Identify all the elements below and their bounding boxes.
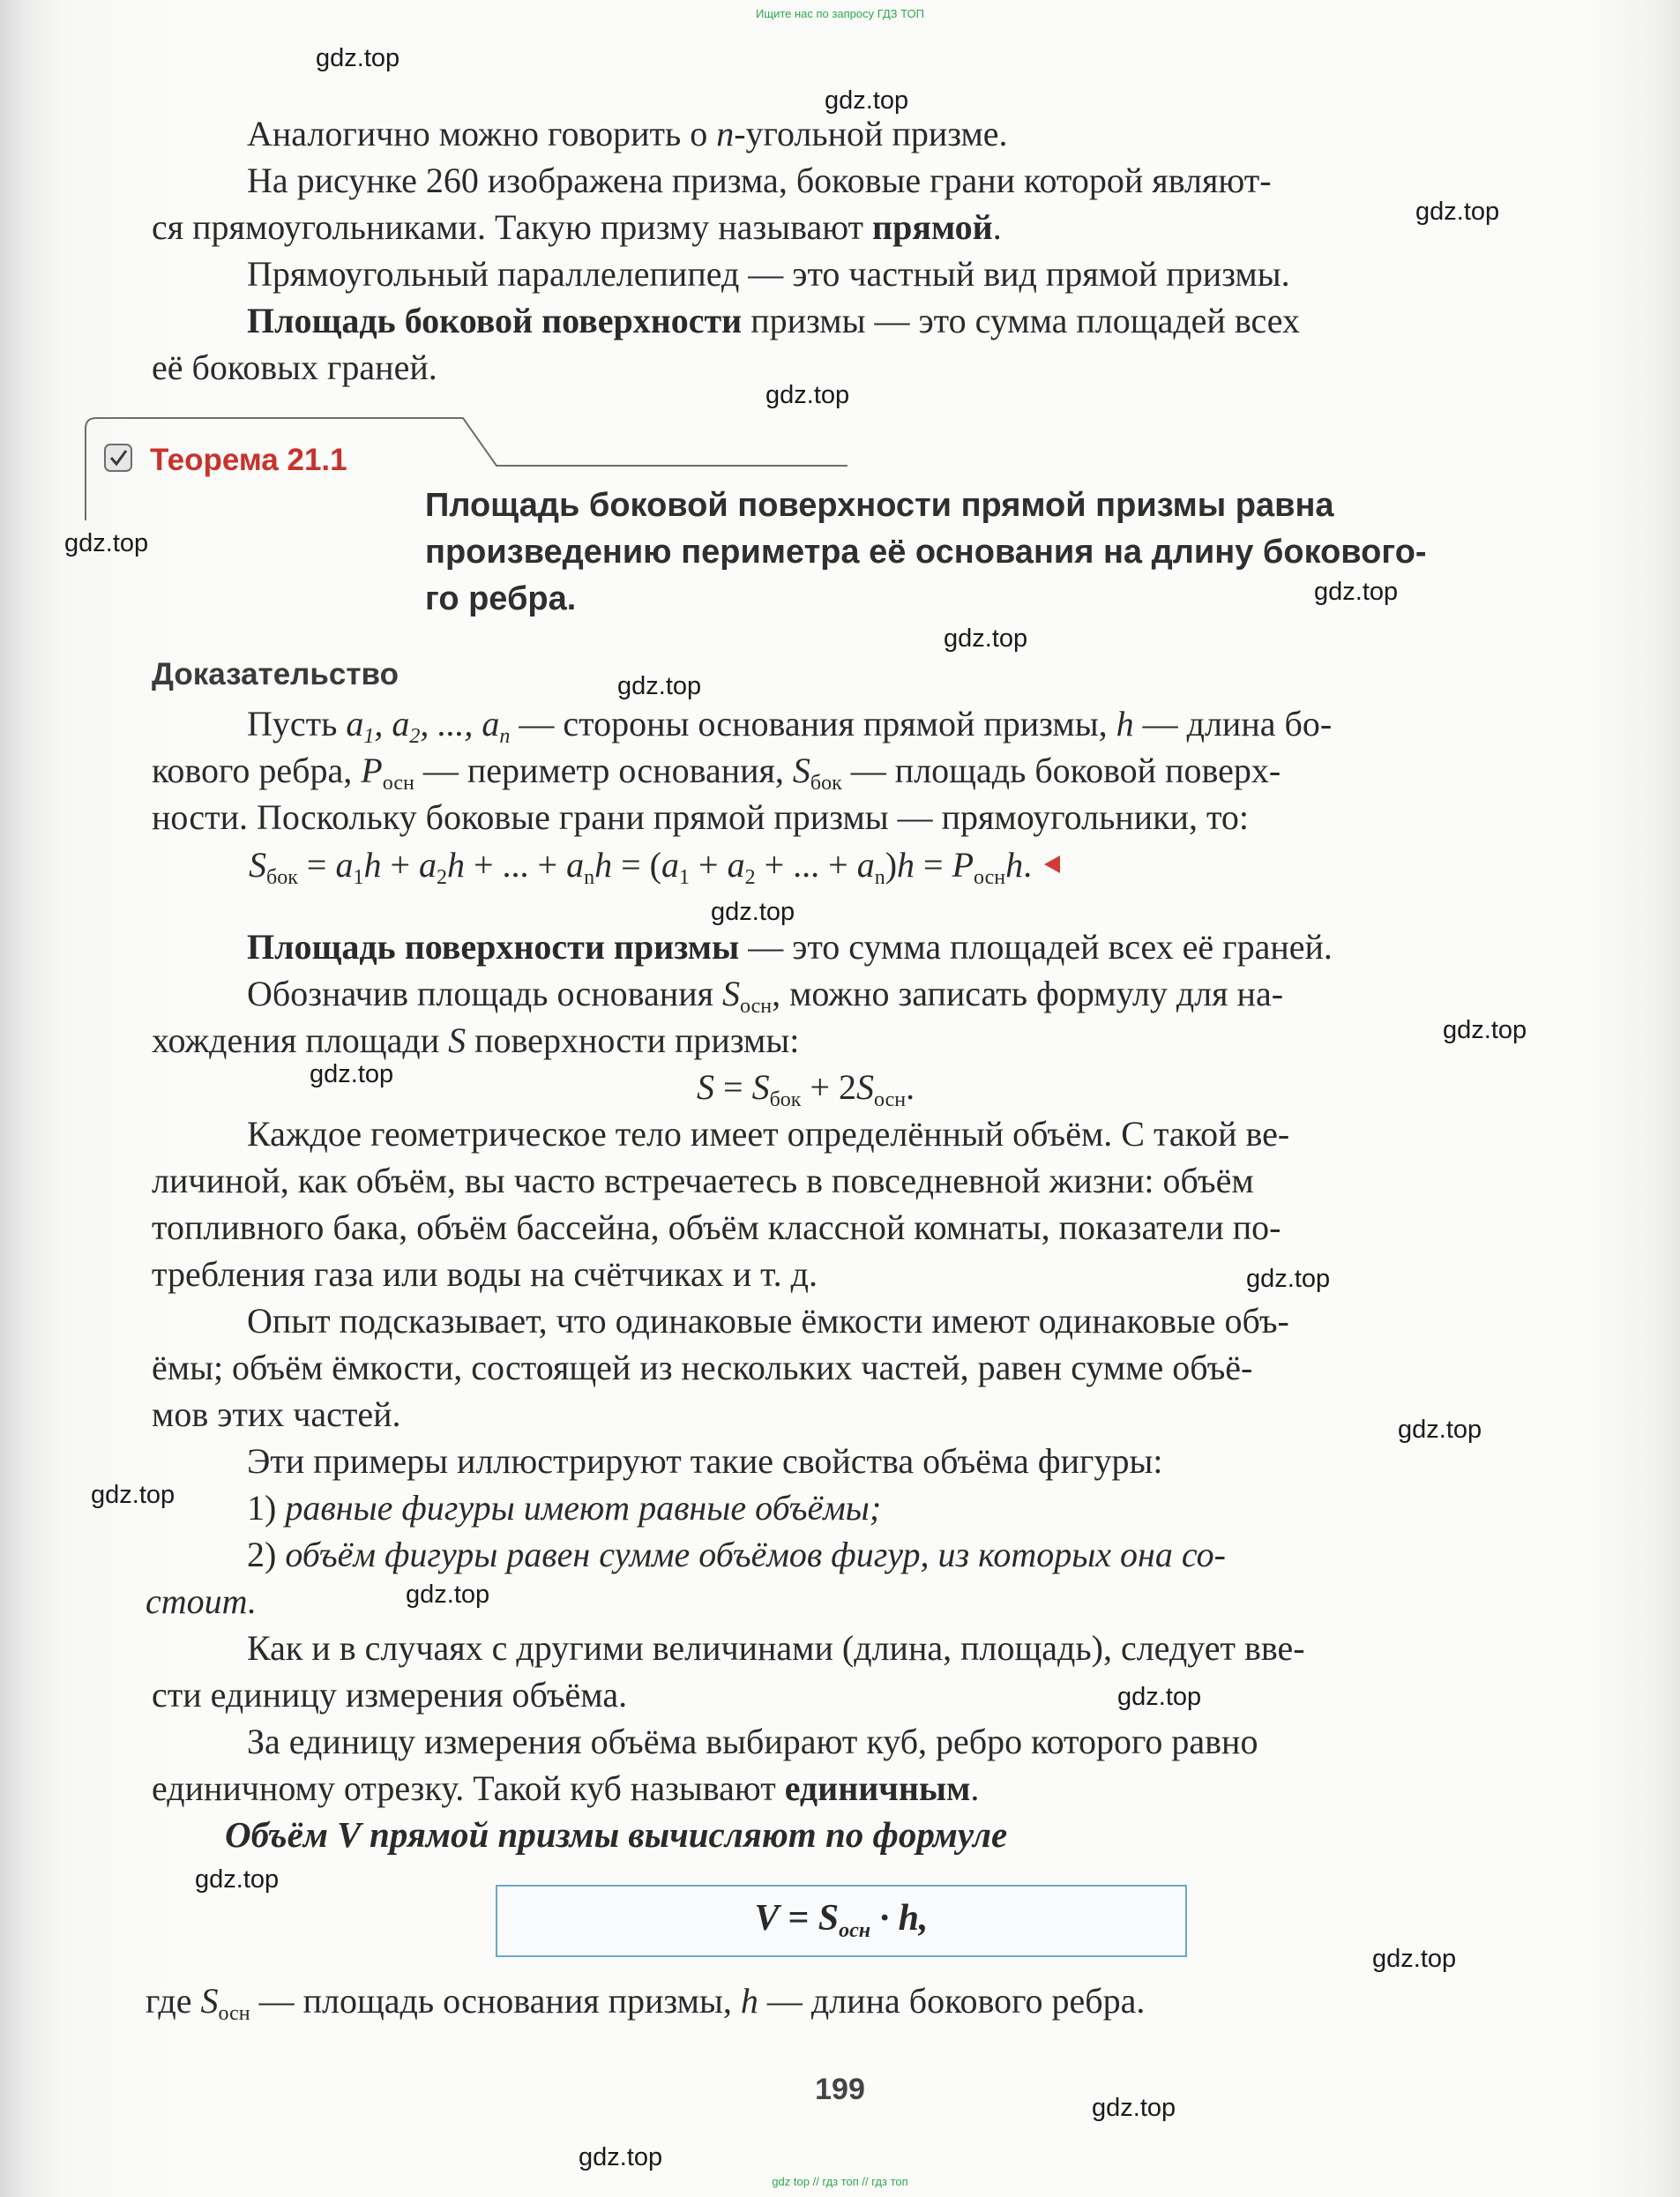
watermark: gdz.top	[195, 1865, 280, 1894]
watermark: gdz.top	[1117, 1683, 1202, 1711]
watermark: gdz.top	[316, 44, 400, 72]
surface-line-1: Площадь поверхности призмы — это сумма площадей всех её граней.	[247, 927, 1333, 967]
watermark: gdz.top	[64, 529, 149, 557]
watermark: gdz.top	[1372, 1945, 1457, 1973]
proof-heading: Доказательство	[152, 657, 399, 691]
watermark: gdz.top	[944, 624, 1028, 653]
volume-rule: Объём V прямой призмы вычисляют по формуле	[225, 1814, 1008, 1855]
watermark: gdz.top	[1246, 1265, 1331, 1293]
surface-line-3: хождения площади S поверхности призмы:	[152, 1020, 800, 1060]
theorem-line-3: го ребра.	[425, 580, 577, 617]
intro-line-5: Площадь боковой поверхности призмы — это сумма площадей всех	[247, 301, 1300, 340]
theorem-line-2: произведению периметра её основания на длину бокового-	[425, 534, 1427, 571]
intro-line-3: ся прямоугольниками. Такую призму называют прямой.	[152, 207, 1002, 247]
volume-p5-line-1: За единицу измерения объёма выбирают куб, ребро которого равно	[247, 1722, 1258, 1761]
proof-formula: $S_{бок} = a_1h + a_2h$ + ... + $a_nh = (a_1 + a_2$ + ... + $a_n)h = P_{осн}h$.	[249, 844, 1060, 886]
volume-p4-line-2: сти единицу измерения объёма.	[152, 1675, 628, 1715]
watermark: gdz.top	[711, 898, 795, 926]
intro-line-6: её боковых граней.	[152, 347, 437, 387]
volume-p1-line-3: топливного бака, объём бассейна, объём классной комнаты, показатели по-	[152, 1207, 1281, 1247]
volume-p4-line-1: Как и в случаях с другими величинами (длина, площадь), следует вве-	[247, 1628, 1305, 1668]
watermark: gdz.top	[1092, 2094, 1176, 2122]
proof-line-2: кового ребра, $P_{осн}$ — периметр основания, $S_{бок}$ — площадь боковой поверх-	[152, 751, 1281, 795]
watermark: gdz.top	[406, 1580, 490, 1609]
watermark: gdz.top	[1415, 198, 1500, 226]
checkmark-icon	[103, 443, 133, 473]
volume-formula-box	[496, 1885, 1187, 1957]
volume-item-1: 1) равные фигуры имеют равные объёмы;	[247, 1488, 882, 1528]
surface-formula: $S = S_{бок} + 2S_{осн}$.	[697, 1067, 915, 1111]
theorem-title: Теорема 21.1	[150, 443, 347, 477]
page-number: 199	[815, 2073, 865, 2106]
volume-p5-line-2: единичному отрезку. Такой куб называют единичным.	[152, 1768, 980, 1808]
watermark: gdz.top	[1314, 578, 1399, 606]
volume-p3: Эти примеры иллюстрируют такие свойства объёма фигуры:	[247, 1441, 1163, 1481]
volume-p2-line-3: мов этих частей.	[152, 1394, 401, 1434]
bottom-banner: gdz top // гдз топ // гдз топ	[772, 2175, 908, 2188]
volume-p1-line-2: личиной, как объём, вы часто встречаетесь в повседневной жизни: объём	[152, 1161, 1254, 1200]
proof-line-3: ности. Поскольку боковые грани прямой призмы — прямоугольники, то:	[152, 797, 1250, 837]
watermark: gdz.top	[1398, 1416, 1482, 1444]
watermark: gdz.top	[617, 672, 702, 700]
surface-line-2: Обозначив площадь основания $S_{осн}$, можно записать формулу для на-	[247, 974, 1284, 1018]
where-line: где $S_{осн}$ — площадь основания призмы, h — длина бокового ребра.	[146, 1981, 1146, 2025]
intro-line-2: На рисунке 260 изображена призма, боковые грани которой являют-	[247, 161, 1272, 200]
watermark: gdz.top	[91, 1481, 175, 1509]
watermark: gdz.top	[825, 86, 909, 115]
watermark: gdz.top	[765, 381, 850, 409]
volume-item-2-end: стоит.	[146, 1581, 258, 1621]
proof-line-1: Пусть $a_1$, $a_2$, ..., $a_n$ — стороны основания прямой призмы, h — длина бо-	[247, 704, 1333, 748]
qed-marker-icon	[1044, 856, 1060, 873]
volume-p1-line-4: требления газа или воды на счётчиках и т. д.	[152, 1254, 818, 1294]
watermark: gdz.top	[579, 2143, 663, 2171]
top-banner: Ищите нас по запросу ГДЗ ТОП	[756, 7, 924, 20]
watermark: gdz.top	[310, 1060, 394, 1088]
intro-line-4: Прямоугольный параллелепипед — это частный вид прямой призмы.	[247, 254, 1290, 294]
watermark: gdz.top	[1443, 1016, 1527, 1044]
volume-p2-line-2: ёмы; объём ёмкости, состоящей из нескольких частей, равен сумме объё-	[152, 1348, 1253, 1387]
theorem-line-1: Площадь боковой поверхности прямой призмы равна	[425, 487, 1334, 524]
intro-line-1: Аналогично можно говорить о n-угольной призме.	[247, 114, 1008, 153]
volume-formula: $V = S_{осн} \cdot h$,	[754, 1898, 929, 1942]
volume-p1-line-1: Каждое геометрическое тело имеет определённый объём. С такой ве-	[247, 1114, 1290, 1154]
volume-item-2: 2) объём фигуры равен сумме объёмов фигур, из которых она со-	[247, 1535, 1226, 1574]
volume-p2-line-1: Опыт подсказывает, что одинаковые ёмкости имеют одинаковые объ-	[247, 1301, 1289, 1341]
